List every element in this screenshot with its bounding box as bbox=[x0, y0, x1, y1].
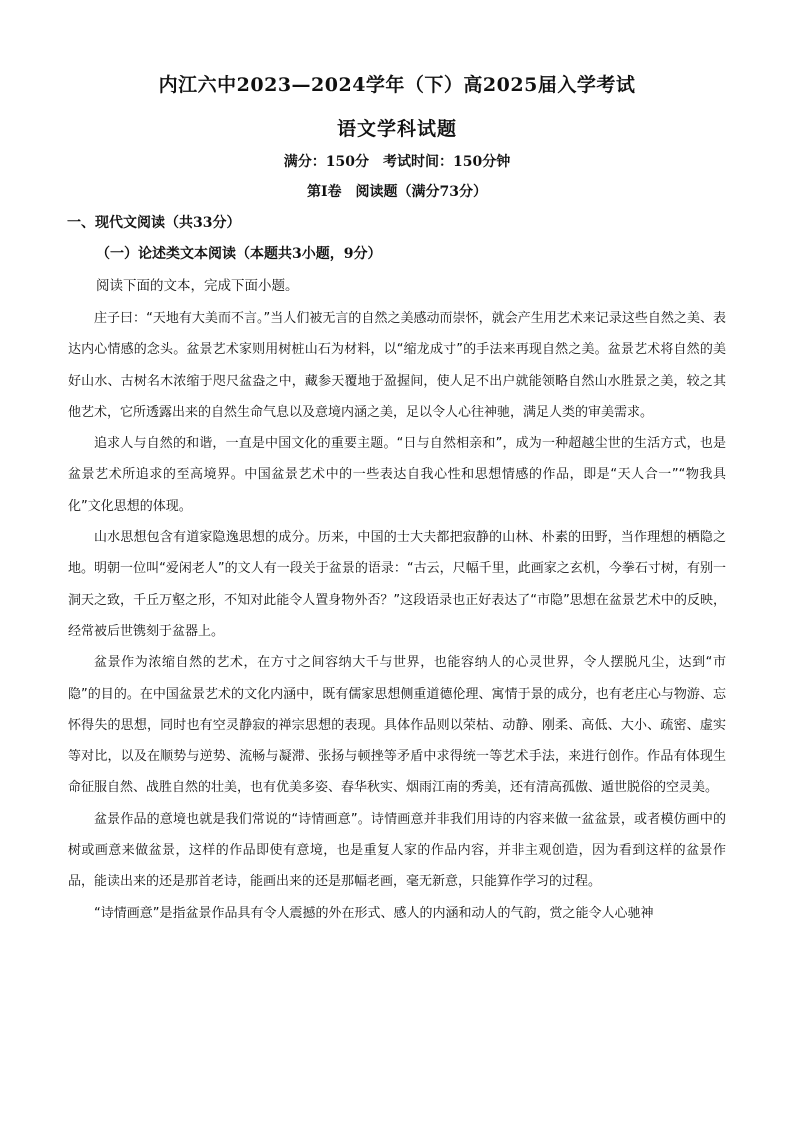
reading-instruction: 阅读下面的文本，完成下面小题。 bbox=[96, 278, 299, 294]
article-paragraph: “诗情画意”是指盆景作品具有令人震撼的外在形式、感人的内涵和动人的气韵，赏之能令人心驰神 bbox=[94, 905, 654, 921]
score-and-time-line: 满分：150分 考试时间：150分钟 bbox=[283, 154, 511, 170]
exam-title: 内江六中2023—2024学年（下）高2025届入学考试 bbox=[158, 74, 636, 96]
article-paragraph: 追求人与自然的和谐，一直是中国文化的重要主题。“日与自然相亲和”，成为一种超越尘世的生活方式，也是盆景艺术所追求的至高境界。中国盆景艺术中的一些表达自我心性和思想情感的作品，即是“天人合一”“物我具化”文化思想的体现。 bbox=[68, 436, 726, 514]
reading-article bbox=[68, 303, 726, 929]
article-paragraph: 盆景作为浓缩自然的艺术，在方寸之间容纳大千与世界，也能容纳人的心灵世界，令人摆脱凡尘，达到“市隐”的目的。在中国盆景艺术的文化内涵中，既有儒家思想侧重道德伦理、寓情于景的成分，也有老庄心与物游、忘怀得失的思想，同时也有空灵静寂的禅宗思想的表现。具体作品则以荣枯、动静、刚柔、高低、大小、疏密、虚实等对比，以及在顺势与逆势、流畅与凝滞、张扬与顿挫等矛盾中求得统一等艺术手法，来进行创作。作品有体现生命征服自然、战胜自然的壮美，也有优美多姿、春华秋实、烟雨江南的秀美，还有清高孤傲、遁世脱俗的空灵美。 bbox=[68, 655, 726, 796]
section-heading: 一、现代文阅读（共33分） bbox=[67, 215, 241, 231]
exam-subtitle: 语文学科试题 bbox=[336, 118, 457, 140]
article-paragraph: 庄子曰：“天地有大美而不言。”当人们被无言的自然之美感动而崇怀，就会产生用艺术来记录这些自然之美、表达内心情感的念头。盆景艺术家则用树桩山石为材料，以“缩龙成寸”的手法来再现自然之美。盆景艺术将自然的美好山水、古树名木浓缩于咫尺盆盎之中，藏参天覆地于盈握间，使人足不出户就能领略自然山水胜景之美，较之其他艺术，它所透露出来的自然生命气息以及意境内涵之美，足以令人心往神驰，满足人类的审美需求。 bbox=[68, 311, 726, 420]
volume-heading: 第Ⅰ卷 阅读题（满分73分） bbox=[306, 184, 488, 200]
article-paragraph: 山水思想包含有道家隐逸思想的成分。历来，中国的士大夫都把寂静的山林、朴素的田野，当作理想的栖隐之地。明朝一位叫“爱闲老人”的文人有一段关于盆景的语录：“古云，尺幅千里，此画家之玄机，今拳石寸树，有别一洞天之致，千丘万壑之形，不知对此能令人置身物外否？”这段语录也正好表达了“市隐”思想在盆景艺术中的反映，经常被后世镌刻于盆器上。 bbox=[68, 530, 726, 639]
subsection-heading: （一）论述类文本阅读（本题共3小题，9分） bbox=[96, 246, 382, 262]
article-paragraph: 盆景作品的意境也就是我们常说的“诗情画意”。诗情画意并非我们用诗的内容来做一盆盆景，或者模仿画中的树或画意来做盆景，这样的作品即使有意境，也是重复人家的作品内容，并非主观创造，因为看到这样的盆景作品，能读出来的还是那首老诗，能画出来的还是那幅老画，毫无新意，只能算作学习的过程。 bbox=[68, 811, 726, 890]
